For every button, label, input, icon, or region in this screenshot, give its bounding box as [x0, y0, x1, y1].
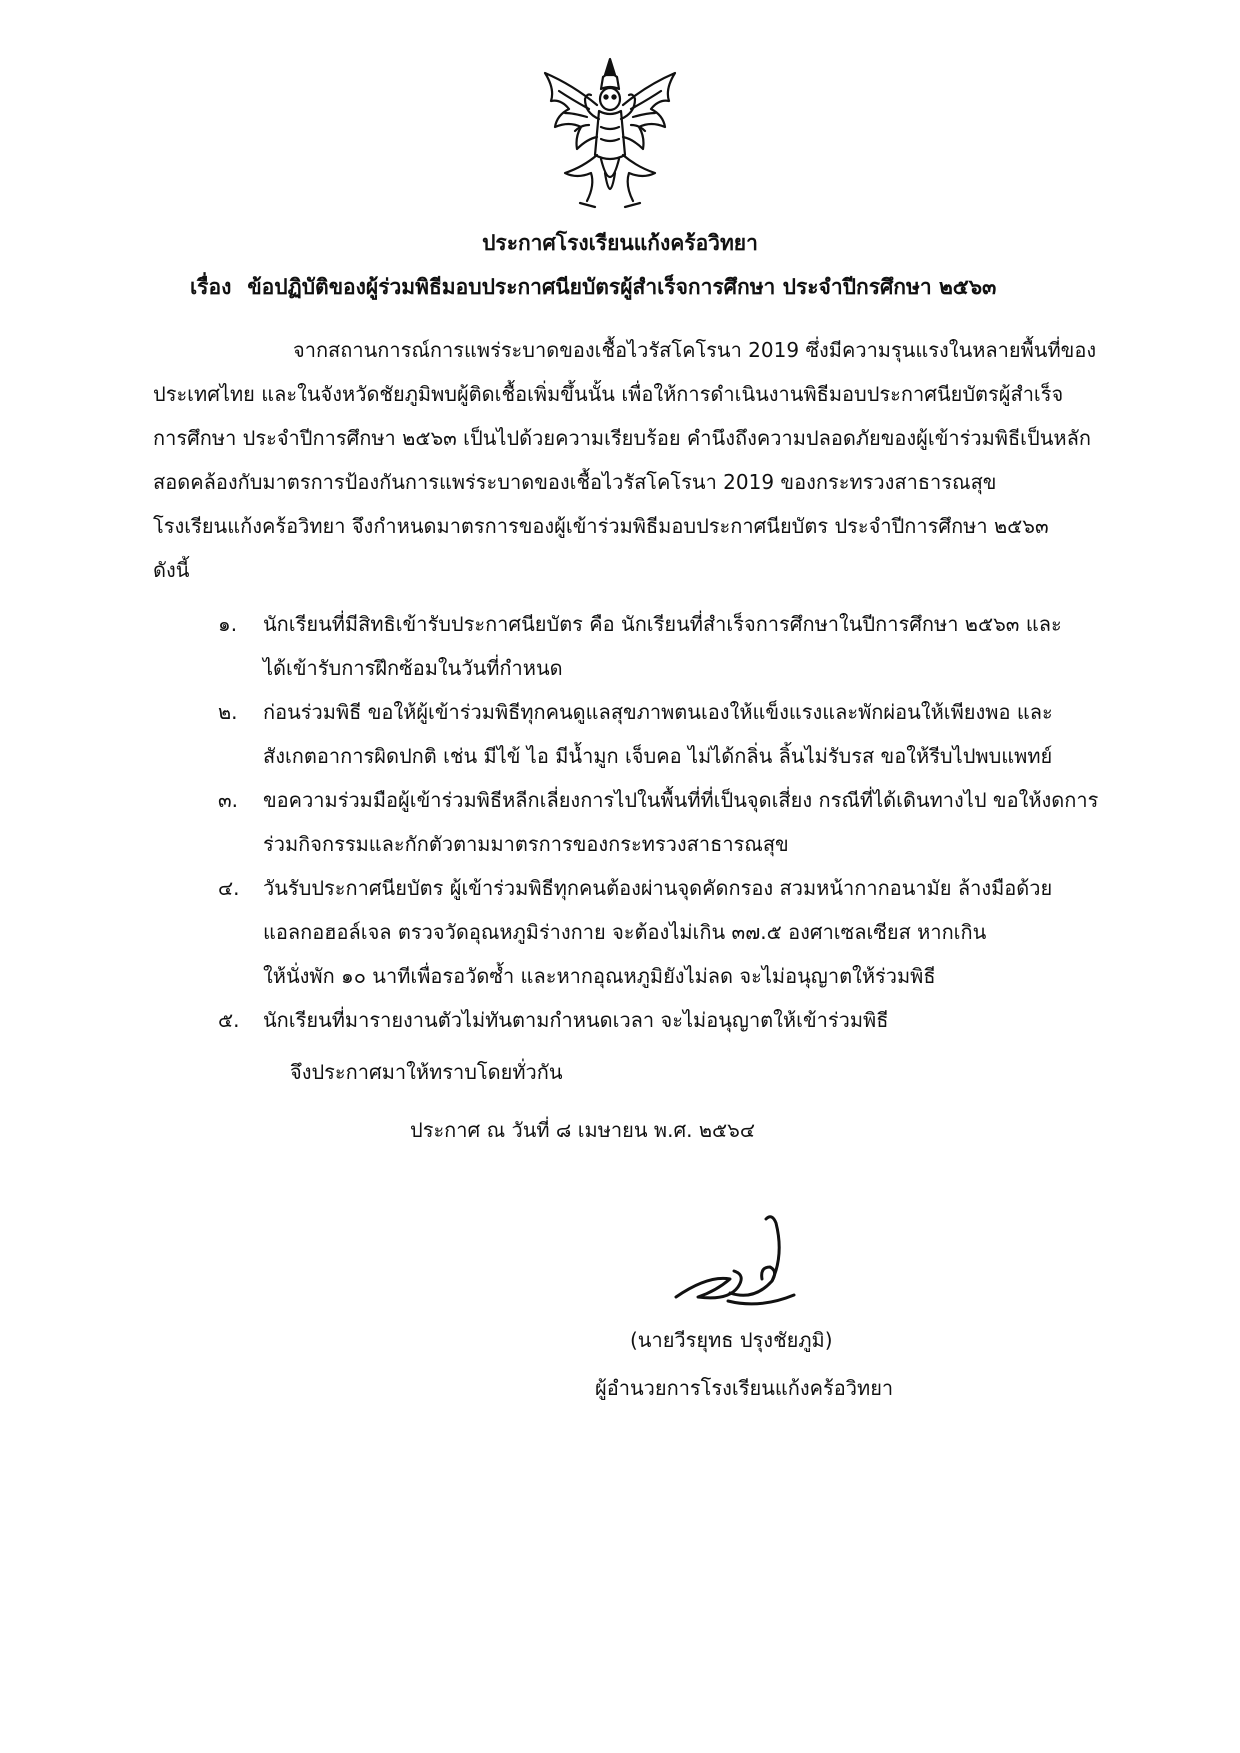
signer-title: ผู้อำนวยการโรงเรียนแก้งคร้อวิทยา	[595, 1376, 894, 1400]
list-item-line: ร่วมกิจกรรมและกักตัวตามมาตรการของกระทรวงสาธารณสุข	[263, 832, 789, 856]
intro-line: โรงเรียนแก้งคร้อวิทยา จึงกำหนดมาตรการของผู้เข้าร่วมพิธีมอบประกาศนียบัตร ประจำปีการศึกษา ๒๕๖๓	[153, 514, 1049, 538]
list-item-line: ก่อนร่วมพิธี ขอให้ผู้เข้าร่วมพิธีทุกคนดูแลสุขภาพตนเองให้แข็งแรงและพักผ่อนให้เพียงพอ และ	[263, 700, 1053, 724]
list-item-line: แอลกอฮอล์เจล ตรวจวัดอุณหภูมิร่างกาย จะต้องไม่เกิน ๓๗.๕ องศาเซลเซียส หากเกิน	[263, 920, 987, 944]
intro-line: จากสถานการณ์การแพร่ระบาดของเชื้อไวรัสโคโรนา 2019 ซึ่งมีความรุนแรงในหลายพื้นที่ของ	[293, 338, 1097, 362]
intro-line: ประเทศไทย และในจังหวัดชัยภูมิพบผู้ติดเชื้อเพิ่มขึ้นนั้น เพื่อให้การดำเนินงานพิธีมอบประกาศนียบัตรผู้สำเร็จ	[153, 382, 1064, 406]
signer-name: (นายวีรยุทธ ปรุงชัยภูมิ)	[630, 1328, 833, 1352]
intro-line: ดังนี้	[153, 558, 190, 582]
list-item-line: ขอความร่วมมือผู้เข้าร่วมพิธีหลีกเลี่ยงการไปในพื้นที่ที่เป็นจุดเสี่ยง กรณีที่ได้เดินทางไป ขอให้งดการ	[263, 788, 1099, 812]
handwritten-signature	[668, 1205, 818, 1325]
list-item-number: ๑.	[218, 612, 238, 636]
announcement-title: ประกาศโรงเรียนแก้งคร้อวิทยา	[482, 231, 758, 255]
list-item-line: ได้เข้ารับการฝึกซ้อมในวันที่กำหนด	[263, 656, 563, 680]
measures-list	[218, 602, 1098, 1042]
list-item-number: ๒.	[218, 700, 238, 724]
list-item	[218, 778, 1098, 866]
list-item-number: ๔.	[218, 876, 240, 900]
subject-label: เรื่อง	[190, 275, 232, 299]
list-item-line: นักเรียนที่มีสิทธิเข้ารับประกาศนียบัตร คือ นักเรียนที่สำเร็จการศึกษาในปีการศึกษา ๒๕๖๓ และ	[263, 612, 1062, 636]
intro-paragraph	[153, 328, 1097, 592]
list-item	[218, 998, 1098, 1042]
subject-text: ข้อปฏิบัติของผู้ร่วมพิธีมอบประกาศนียบัตรผู้สำเร็จการศึกษา ประจำปีกรศึกษา ๒๕๖๓	[247, 275, 997, 299]
list-item-number: ๓.	[218, 788, 239, 812]
intro-line: สอดคล้องกับมาตรการป้องกันการแพร่ระบาดของเชื้อไวรัสโคโรนา 2019 ของกระทรวงสาธารณสุข	[153, 470, 997, 494]
list-item-line: ให้นั่งพัก ๑๐ นาทีเพื่อรอวัดซ้ำ และหากอุณหภูมิยังไม่ลด จะไม่อนุญาตให้ร่วมพิธี	[263, 964, 936, 988]
subject-line	[190, 272, 996, 302]
intro-line: การศึกษา ประจำปีการศึกษา ๒๕๖๓ เป็นไปด้วยความเรียบร้อย คำนึงถึงความปลอดภัยของผู้เข้าร่วมพิธีเป็นหลัก	[153, 426, 1091, 450]
announcement-date: ประกาศ ณ วันที่ ๘ เมษายน พ.ศ. ๒๕๖๔	[410, 1118, 755, 1142]
list-item	[218, 690, 1098, 778]
list-item-line: วันรับประกาศนียบัตร ผู้เข้าร่วมพิธีทุกคนต้องผ่านจุดคัดกรอง สวมหน้ากากอนามัย ล้างมือด้วย	[263, 876, 1053, 900]
list-item-line: นักเรียนที่มารายงานตัวไม่ทันตามกำหนดเวลา จะไม่อนุญาตให้เข้าร่วมพิธี	[263, 1008, 889, 1032]
list-item-line: สังเกตอาการผิดปกติ เช่น มีไข้ ไอ มีน้ำมูก เจ็บคอ ไม่ได้กลิ่น ลิ้นไม่รับรส ขอให้รีบไปพบแพทย์	[263, 744, 1053, 768]
closing-statement: จึงประกาศมาให้ทราบโดยทั่วกัน	[290, 1060, 563, 1084]
list-item	[218, 866, 1098, 998]
garuda-emblem-icon	[535, 55, 685, 215]
list-item	[218, 602, 1098, 690]
list-item-number: ๕.	[218, 1008, 240, 1032]
